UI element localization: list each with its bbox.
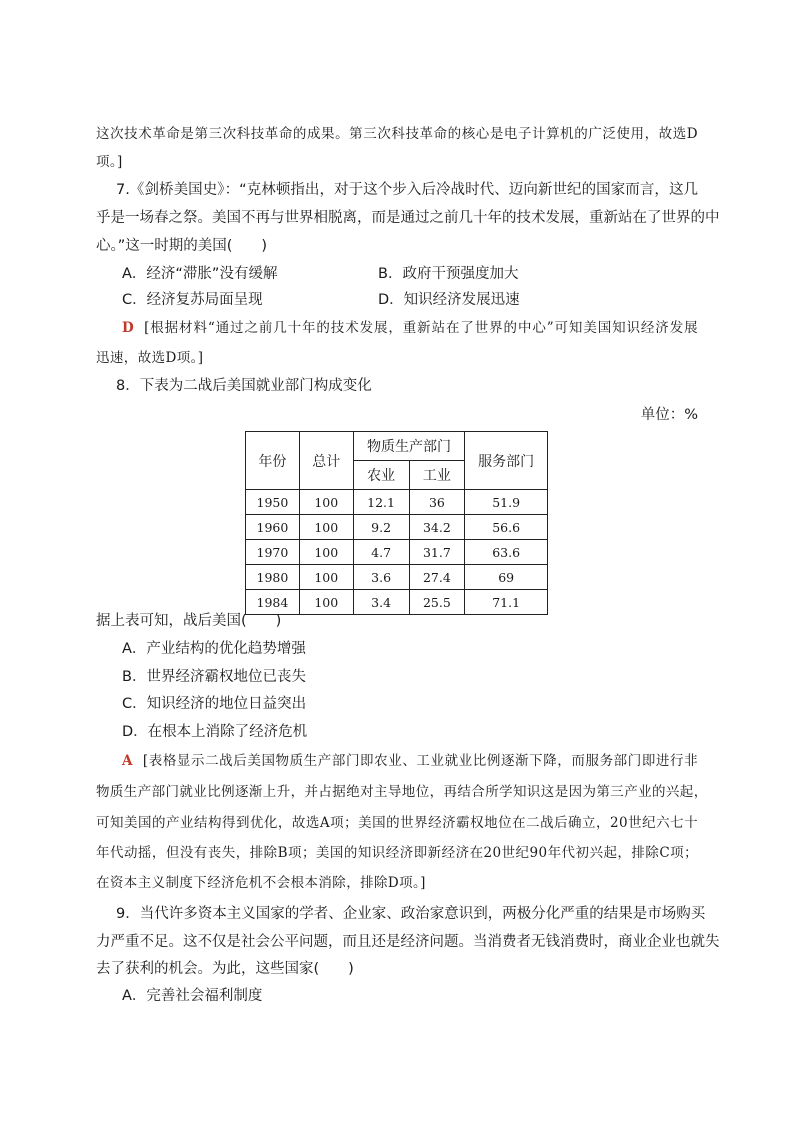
cell-year: 1980: [246, 565, 300, 590]
q7-option-c: C．经济复苏局面呈现: [122, 292, 263, 308]
q7-option-a: A．经济“滞胀”没有缓解: [122, 266, 278, 282]
table-header-row: [246, 432, 548, 461]
cell-agri: 9.2: [353, 515, 409, 540]
cell-agri: 12.1: [353, 490, 409, 515]
cell-service: 56.6: [465, 515, 548, 540]
q8-answer-line-3: 可知美国的产业结构得到优化，故选A项；美国的世界经济霸权地位在二战后确立，20世纪六七十: [96, 815, 698, 831]
cell-year: 1970: [246, 540, 300, 565]
cell-agri: 3.6: [353, 565, 409, 590]
q9-stem-line-3: 去了获利的机会。为此，这些国家( ): [96, 961, 354, 977]
cell-total: 100: [299, 590, 353, 615]
q8-option-b: B．世界经济霸权地位已丧失: [122, 669, 306, 685]
cell-total: 100: [299, 515, 353, 540]
q8-answer-text: [表格显示二战后美国物质生产部门即农业、工业就业比例逐渐下降，而服务部门即进行非: [142, 753, 698, 769]
cell-industry: 31.7: [409, 540, 465, 565]
q7-answer-text: [根据材料“通过之前几十年的技术发展，重新站在了世界的中心”可知美国知识经济发展: [144, 320, 698, 336]
q9-stem-line-2: 力严重不足。这不仅是社会公平问题，而且还是经济问题。当消费者无钱消费时，商业企业也就失: [96, 934, 720, 950]
cell-industry: 34.2: [409, 515, 465, 540]
table-row: [246, 490, 548, 515]
q7-answer-letter: D: [122, 320, 135, 336]
q8-option-a: A．产业结构的优化趋势增强: [122, 641, 306, 657]
q7-option-d: D．知识经济发展迅速: [378, 292, 520, 308]
table-row: [246, 565, 548, 590]
q8-answer-line-2: 物质生产部门就业比例逐渐上升，并占据绝对主导地位，再结合所学知识这是因为第三产业的兴起，: [96, 784, 708, 800]
q9-stem-line-1: 9．当代许多资本主义国家的学者、企业家、政治家意识到，两极分化严重的结果是市场购买: [116, 906, 706, 922]
header-agri: 农业: [353, 461, 409, 490]
q7-answer-line-1: [122, 318, 698, 338]
cell-service: 63.6: [465, 540, 548, 565]
q7-stem-line-2: 乎是一场春之祭。美国不再与世界相脱离，而是通过之前几十年的技术发展，重新站在了世界的中: [96, 210, 720, 226]
q8-answer-letter: A: [122, 753, 133, 769]
cell-industry: 25.5: [409, 590, 465, 615]
cell-year: 1960: [246, 515, 300, 540]
prev-answer-line-1: 这次技术革命是第三次科技革命的成果。第三次科技革命的核心是电子计算机的广泛使用，故选D: [96, 126, 698, 142]
q8-option-c: C．知识经济的地位日益突出: [122, 696, 307, 712]
cell-year: 1950: [246, 490, 300, 515]
header-material: 物质生产部门: [353, 432, 465, 461]
table-row: [246, 515, 548, 540]
header-total: 总计: [299, 432, 353, 490]
q7-stem-line-1: 7.《剑桥美国史》：“克林顿指出，对于这个步入后冷战时代、迈向新世纪的国家而言，这几: [116, 182, 698, 198]
cell-service: 51.9: [465, 490, 548, 515]
q8-table-unit: 单位：%: [640, 407, 698, 423]
table-row: [246, 590, 548, 615]
q7-option-b: B．政府干预强度加大: [378, 266, 519, 282]
q8-answer-line-4: 年代动摇，但没有丧失，排除B项；美国的知识经济即新经济在20世纪90年代初兴起，排除C项；: [96, 845, 698, 861]
cell-industry: 36: [409, 490, 465, 515]
header-industry: 工业: [409, 461, 465, 490]
table-row: [246, 540, 548, 565]
cell-agri: 4.7: [353, 540, 409, 565]
cell-service: 71.1: [465, 590, 548, 615]
cell-total: 100: [299, 540, 353, 565]
q7-stem-line-3: 心。”这一时期的美国( ): [96, 238, 268, 254]
header-service: 服务部门: [465, 432, 548, 490]
cell-industry: 27.4: [409, 565, 465, 590]
cell-total: 100: [299, 490, 353, 515]
q8-option-d: D．在根本上消除了经济危机: [122, 724, 308, 740]
cell-year: 1984: [246, 590, 300, 615]
q9-option-a: A．完善社会福利制度: [122, 988, 263, 1004]
q8-answer-line-1: [122, 751, 698, 771]
prev-answer-line-2: 项。]: [96, 154, 123, 170]
q8-prompt: 据上表可知，战后美国( ): [96, 613, 282, 629]
cell-total: 100: [299, 565, 353, 590]
cell-agri: 3.4: [353, 590, 409, 615]
employment-table: [245, 431, 548, 615]
cell-service: 69: [465, 565, 548, 590]
q8-stem: 8．下表为二战后美国就业部门构成变化: [116, 378, 372, 394]
q8-answer-line-5: 在资本主义制度下经济危机不会根本消除，排除D项。]: [96, 875, 426, 891]
header-year: 年份: [246, 432, 300, 490]
q7-answer-line-2: 迅速，故选D项。]: [96, 350, 204, 366]
